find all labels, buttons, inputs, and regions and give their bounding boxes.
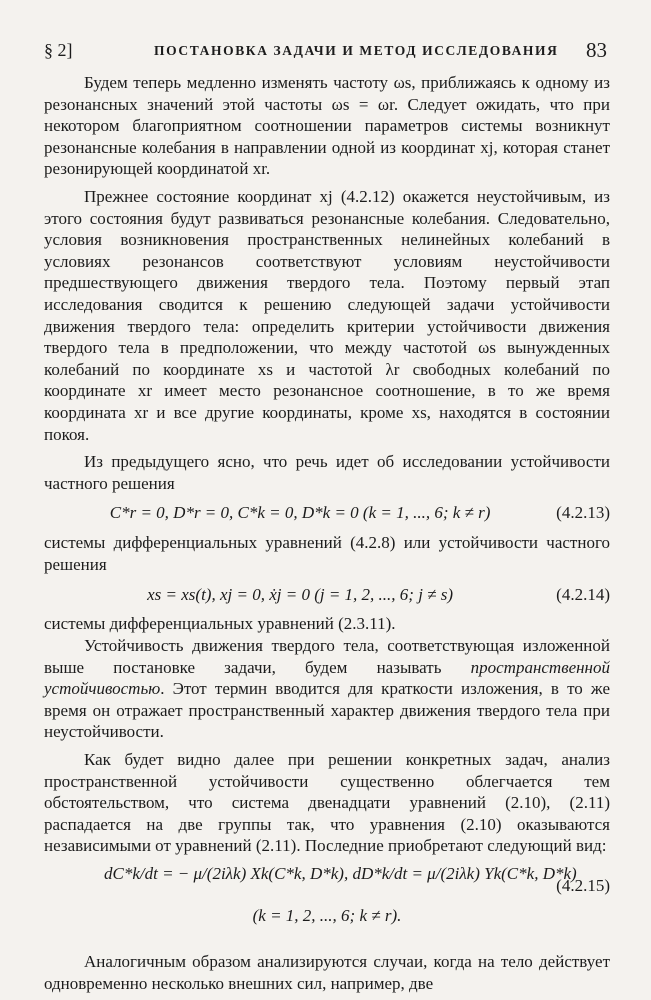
equation-number: (4.2.15) (556, 876, 610, 895)
paragraph-8: Аналогичным образом анализируются случаи, когда на тело действует одновременно несколько внешних сил, например, две (44, 952, 610, 993)
body-text (44, 72, 610, 994)
paragraph-4: системы дифференциальных уравнений (4.2.8) или устойчивости частного решения (44, 533, 610, 574)
running-header (44, 36, 611, 64)
equation-4-2-14 (44, 575, 610, 613)
section-marker: § 2] (44, 40, 73, 60)
paragraph-2: Прежнее состояние координат xj (4.2.12) окажется неустойчивым, из этого состояния будут развиваться резонансные колебания. Следовательно, условия возникновения пространственных нелинейных колебаний в условиях резонансов соответствуют условиям неустойчивости предшествующего движения твердого тела. Поэтому первый этап исследования сводится к решению следующей задачи устойчивости движения твердого тела: определить критерии устойчивости движения твердого тела в предположении, что между частотой ωs вынужденных колебаний по координате xs и частотой λr свободных колебаний по координате xr имеет место резонансное соотношение, в то же время координата xr и все другие координаты, кроме xs, находятся в состоянии покоя. (44, 186, 610, 444)
equation-number: (4.2.13) (556, 503, 610, 523)
page-number: 83 (586, 38, 607, 62)
paragraph-6 (44, 635, 610, 743)
paragraph-1: Будем теперь медленно изменять частоту ωs, приближаясь к одному из резонансных значений этой частоты ωs = ωr. Следует ожидать, что при некотором благоприятном соотношении параметров системы возникнут резонансные колебания в направлении одной из координат xj, которая станет резонирующей координатой xr. (44, 73, 610, 179)
equation-4-2-15 (44, 861, 610, 943)
term-spatial-stability: пространственной устойчивостью (44, 657, 610, 699)
paragraph-3: Из предыдущего ясно, что речь идет об исследовании устойчивости частного решения (44, 452, 610, 493)
equation-4-2-13 (44, 494, 610, 532)
equation-body: xs = xs(t), xj = 0, ẋj = 0 (j = 1, 2, ..., 6; j ≠ s) (147, 584, 454, 604)
paragraph-5: системы дифференциальных уравнений (2.3.11). (44, 614, 396, 634)
equation-number: (4.2.14) (556, 584, 610, 604)
paragraph-6-end: . Этот термин вводится для краткости изложения, в то же время он отражает пространственный характер движения твердого тела при неустойчивости. (44, 679, 610, 742)
running-title: ПОСТАНОВКА ЗАДАЧИ И МЕТОД ИССЛЕДОВАНИЯ (154, 43, 559, 58)
equation-body: C*r = 0, D*r = 0, C*k = 0, D*k = 0 (k = 1, ..., 6; k ≠ r) (109, 503, 491, 523)
equation-line-1: dC*k/dt = − μ/(2iλk) Xk(C*k, D*k), dD*k/dt = μ/(2iλk) Yk(C*k, D*k) (104, 864, 577, 883)
equation-line-2: (k = 1, 2, ..., 6; k ≠ r). (252, 906, 402, 925)
paragraph-7: Как будет видно далее при решении конкретных задач, анализ пространственной устойчивости существенно облегчается тем обстоятельством, что система двенадцати уравнений (2.10), (2.11) распадается на две группы так, что уравнения (2.10) оказываются независимыми от уравнений (2.11). Последние приобретают следующий вид: (44, 750, 610, 856)
paragraph-6-start: Устойчивость движения твердого тела, соответствующая изложенной выше постановке задачи, будем называть (44, 636, 610, 677)
